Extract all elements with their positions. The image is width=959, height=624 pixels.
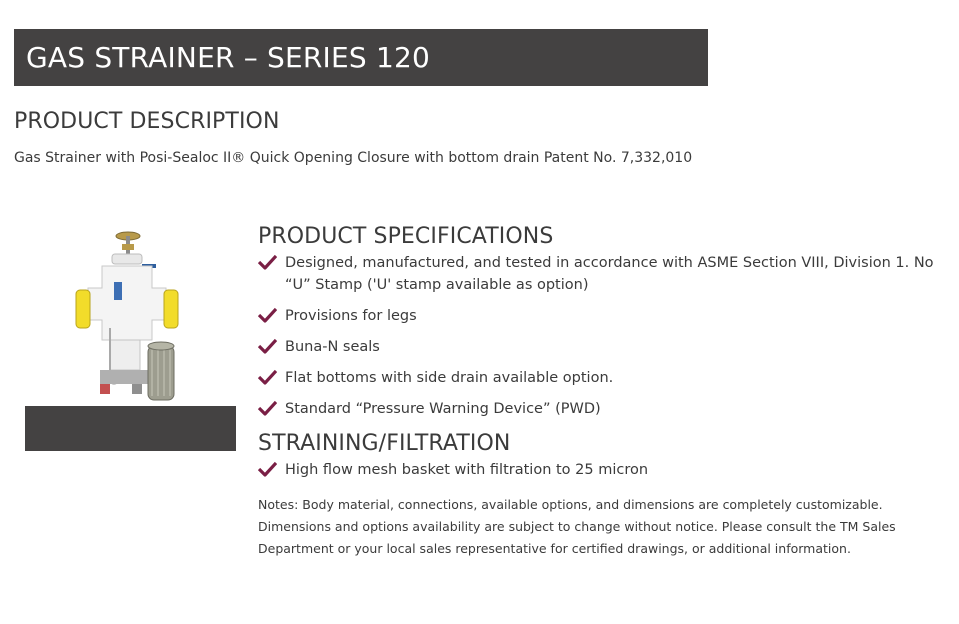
specifications-list: [258, 252, 938, 420]
check-icon: [258, 400, 277, 416]
list-item-text: Buna-N seals: [285, 339, 380, 355]
list-item-text: Flat bottoms with side drain available option.: [285, 370, 614, 386]
check-icon: [258, 338, 277, 354]
page-title: GAS STRAINER – SERIES 120: [26, 41, 431, 74]
product-specifications-heading: PRODUCT SPECIFICATIONS: [258, 224, 554, 249]
check-icon: [258, 254, 277, 270]
list-item-text: Designed, manufactured, and tested in accordance with ASME Section VIII, Division 1. No “U” Stamp ('U' stamp available as option): [285, 255, 934, 293]
check-icon: [258, 307, 277, 323]
notes-text: Notes: Body material, connections, available options, and dimensions are completely customizable. Dimensions and options availability are subject to change without notice. Please consult the TM Sales Department or your local sales representative for certified drawings, or additional information.: [258, 497, 896, 556]
image-caption-bar: [25, 406, 236, 451]
list-item: [258, 398, 938, 420]
check-icon: [258, 369, 277, 385]
list-item: [258, 459, 938, 481]
check-icon: [258, 461, 277, 477]
list-item: [258, 305, 938, 327]
gas-strainer-product-image: [70, 228, 190, 404]
list-item: [258, 336, 938, 358]
list-item-text: Provisions for legs: [285, 308, 417, 324]
product-description-text: Gas Strainer with Posi-Sealoc II® Quick Opening Closure with bottom drain Patent No. 7,332,010: [14, 150, 693, 166]
straining-list: [258, 459, 938, 481]
product-description-heading: PRODUCT DESCRIPTION: [14, 109, 280, 134]
list-item-text: Standard “Pressure Warning Device” (PWD): [285, 401, 601, 417]
list-item: [258, 367, 938, 389]
list-item-text: High flow mesh basket with filtration to 25 micron: [285, 462, 649, 478]
straining-filtration-heading: STRAINING/FILTRATION: [258, 431, 511, 456]
list-item: [258, 252, 938, 296]
title-banner: [14, 29, 708, 86]
specifications-column: [258, 222, 938, 560]
